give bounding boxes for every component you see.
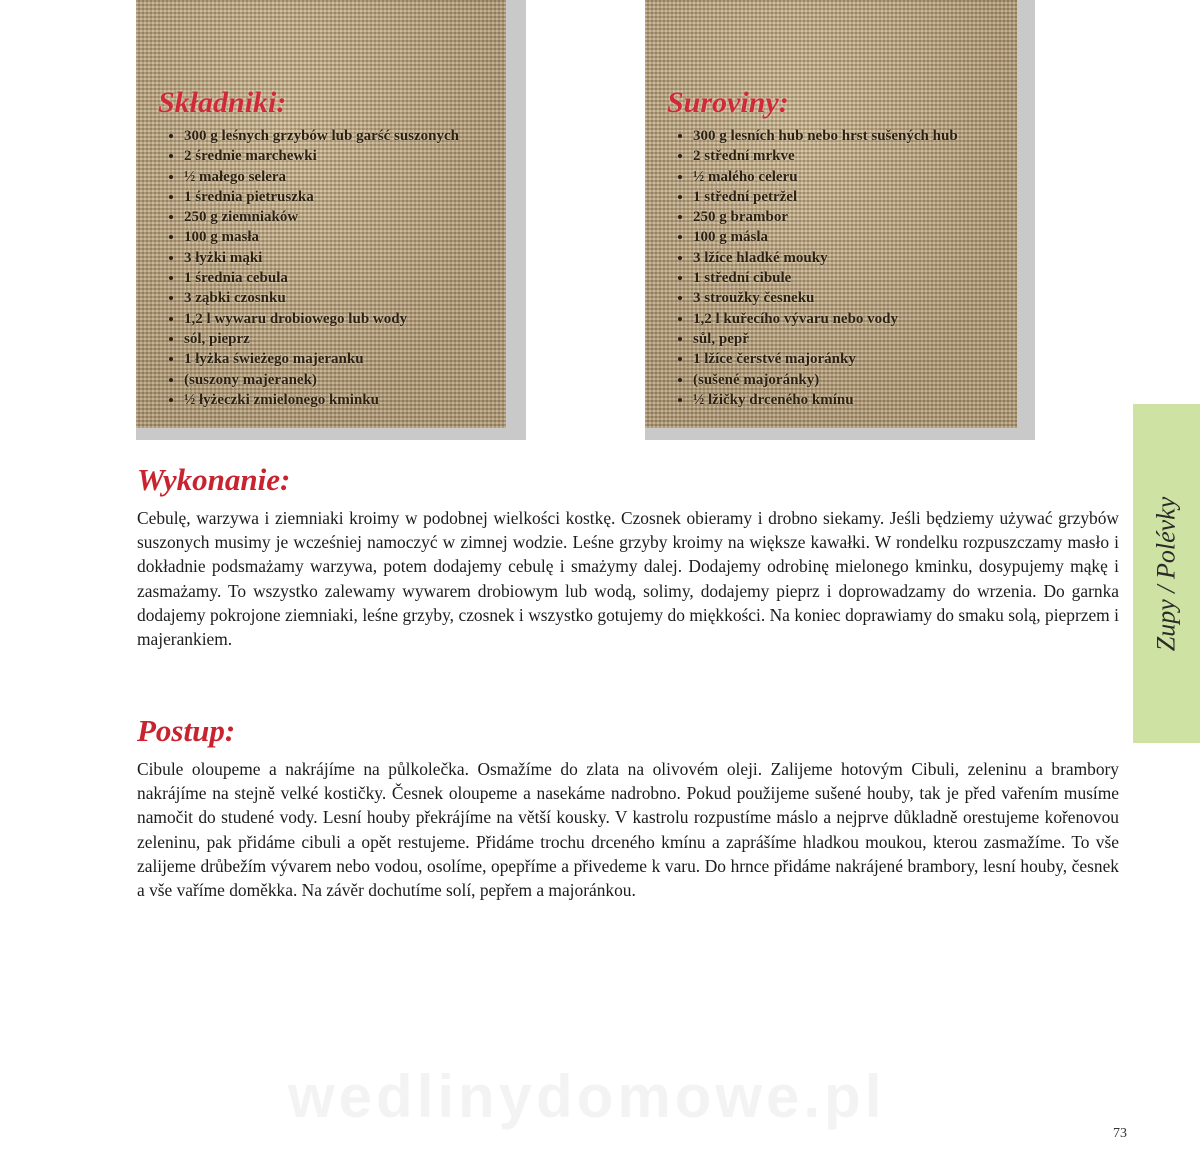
ingredient-item: • ½ lžičky drceného kmínu <box>693 390 958 410</box>
chapter-side-tab <box>1133 404 1200 743</box>
section-title-postup: Postup: <box>137 713 236 748</box>
ingredient-item: • 100 g másla <box>693 227 958 247</box>
ingredient-item: • (sušené majoránky) <box>693 370 958 390</box>
ingredient-item: • 1 łyżka świeżego majeranku <box>184 349 459 369</box>
ingredient-item: • 3 stroužky česneku <box>693 288 958 308</box>
watermark: wedlinydomowe.pl <box>288 1063 886 1130</box>
ingredient-item: • sůl, pepř <box>693 329 958 349</box>
ingredient-item: • ½ malého celeru <box>693 167 958 187</box>
ingredient-item: • 1 střední petržel <box>693 187 958 207</box>
ingredient-item: • 300 g lesních hub nebo hrst sušených hub <box>693 126 958 146</box>
ingredient-item: • 3 łyżki mąki <box>184 248 459 268</box>
ingredient-item: • 250 g brambor <box>693 207 958 227</box>
ingredient-item: • 3 ząbki czosnku <box>184 288 459 308</box>
ingredient-item: • 3 lžíce hladké mouky <box>693 248 958 268</box>
ingredient-item: • 1 střední cibule <box>693 268 958 288</box>
ingredients-list <box>675 126 958 410</box>
ingredient-item: • sól, pieprz <box>184 329 459 349</box>
ingredient-item: • 250 g ziemniaków <box>184 207 459 227</box>
ingredients-card-czech <box>645 0 1035 440</box>
ingredient-item: • 300 g leśnych grzybów lub garść suszonych <box>184 126 459 146</box>
ingredient-item: • 1,2 l kuřecího vývaru nebo vody <box>693 309 958 329</box>
ingredient-item: • 1 średnia cebula <box>184 268 459 288</box>
ingredient-item: • ½ małego selera <box>184 167 459 187</box>
ingredient-item: • 1,2 l wywaru drobiowego lub wody <box>184 309 459 329</box>
ingredient-item: • 100 g masła <box>184 227 459 247</box>
ingredient-item: • 1 lžíce čerstvé majoránky <box>693 349 958 369</box>
section-body-wykonanie: Cebulę, warzywa i ziemniaki kroimy w podobnej wielkości kostkę. Czosnek obieramy i drobno siekamy. Jeśli będziemy używać grzybów suszonych musimy je wcześniej namoczyć w zimnej wodzie. Leśne grzyby kroimy na większe kawałki. W rondelku rozpuszczamy masło i dokładnie podsmażamy warzywa, potem dodajemy cebulę i smażymy dalej. Dodajemy odrobinę mielonego kminku, dosypujemy mąkę i zasmażamy. To wszystko zalewamy wywarem drobiowym lub wodą, solimy, dodajemy pieprz i doprowadzamy do wrzenia. Do garnka dodajemy pokrojone ziemniaki, leśne grzyby, czosnek i wszystko gotujemy do miękkości. Na koniec doprawiamy do smaku solą, pieprzem i majerankiem. <box>137 508 1119 650</box>
ingredient-item: • 2 střední mrkve <box>693 146 958 166</box>
ingredients-card-polish <box>136 0 526 440</box>
ingredient-item: • (suszony majeranek) <box>184 370 459 390</box>
section-title-wykonanie: Wykonanie: <box>137 462 291 497</box>
section-body-postup: Cibule oloupeme a nakrájíme na půlkolečka. Osmažíme do zlata na olivovém oleji. Zalijeme hotovým Cibuli, zeleninu a brambory nakrájíme na stejně velké kostičky. Česnek oloupeme a nasekáme nadrobno. Pokud použijeme sušené houby, tak je před vařením musíme namočit do studené vody. Lesní houby překrájíme na větší kousky. V kastrolu rozpustíme máslo a nejprve důkladně orestujeme kořenovou zeleninu, pak přidáme cibuli a opět restujeme. Přidáme trochu drceného kmínu a zaprášíme hladkou moukou, kterou zasmažíme. To vše zalijeme drůbežím vývarem nebo vodou, osolíme, opepříme a přivedeme k varu. Do hrnce přidáme nakrájené brambory, lesní houby, česnek a vše vaříme doměkka. Na závěr dochutíme solí, pepřem a majoránkou. <box>137 759 1119 901</box>
ingredient-item: • ½ łyżeczki zmielonego kminku <box>184 390 459 410</box>
ingredients-list <box>166 126 459 410</box>
chapter-tab-label: Zupy / Polévky <box>1151 496 1181 651</box>
ingredient-item: • 2 średnie marchewki <box>184 146 459 166</box>
card-title: Składniki: <box>158 86 287 119</box>
ingredient-item: • 1 średnia pietruszka <box>184 187 459 207</box>
card-title: Suroviny: <box>667 86 789 119</box>
page-number: 73 <box>1113 1126 1127 1141</box>
